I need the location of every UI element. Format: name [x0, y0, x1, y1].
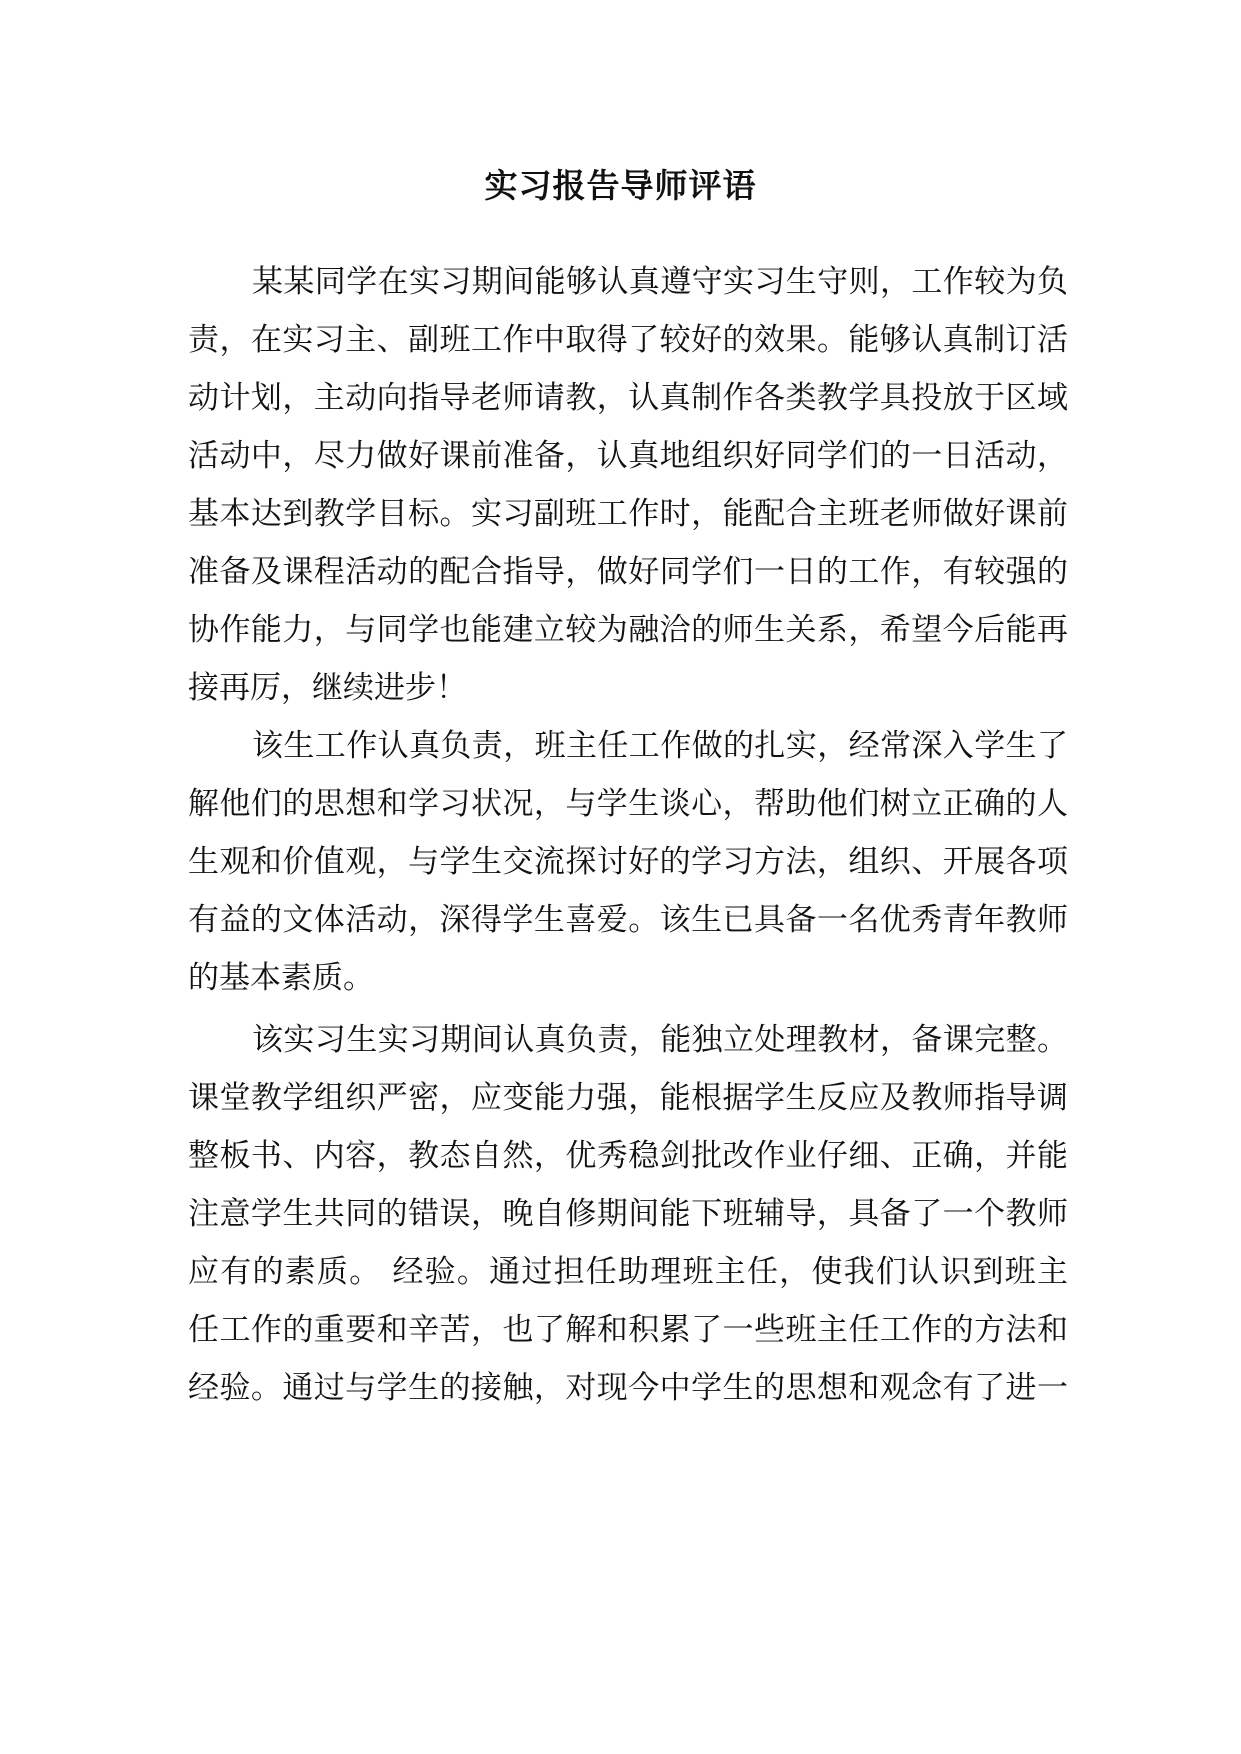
- paragraph-1-line-4: 活动中，尽力做好课前准备，认真地组织好同学们的一日活动，: [188, 438, 1068, 474]
- paragraph-3-line-3: 整板书、内容，教态自然，优秀稳剑批改作业仔细、正确，并能: [188, 1138, 1068, 1174]
- paragraph-2-line-5: 的基本素质。: [188, 960, 374, 996]
- paragraph-2-line-3: 生观和价值观，与学生交流探讨好的学习方法，组织、开展各项: [188, 844, 1068, 880]
- paragraph-1-line-1: 某某同学在实习期间能够认真遵守实习生守则，工作较为负: [252, 264, 1068, 300]
- paragraph-2-line-4: 有益的文体活动，深得学生喜爱。该生已具备一名优秀青年教师: [188, 902, 1068, 938]
- paragraph-3-line-2: 课堂教学组织严密，应变能力强，能根据学生反应及教师指导调: [188, 1080, 1068, 1116]
- paragraph-1-line-7: 协作能力，与同学也能建立较为融洽的师生关系，希望今后能再: [188, 612, 1068, 648]
- paragraph-1-line-6: 准备及课程活动的配合指导，做好同学们一日的工作，有较强的: [188, 554, 1068, 590]
- paragraph-3-line-6: 任工作的重要和辛苦，也了解和积累了一些班主任工作的方法和: [188, 1312, 1068, 1348]
- paragraph-1-line-5: 基本达到教学目标。实习副班工作时，能配合主班老师做好课前: [188, 496, 1068, 532]
- paragraph-1-line-8: 接再厉，继续进步！: [188, 670, 467, 706]
- paragraph-1-line-2: 责，在实习主、副班工作中取得了较好的效果。能够认真制订活: [188, 322, 1068, 358]
- paragraph-1-line-3: 动计划，主动向指导老师请教，认真制作各类教学具投放于区域: [188, 380, 1068, 416]
- paragraph-3-line-4: 注意学生共同的错误，晚自修期间能下班辅导，具备了一个教师: [188, 1196, 1068, 1232]
- paragraph-2-line-1: 该生工作认真负责，班主任工作做的扎实，经常深入学生了: [252, 728, 1068, 764]
- paragraph-2-line-2: 解他们的思想和学习状况，与学生谈心，帮助他们树立正确的人: [188, 786, 1068, 822]
- paragraph-3-line-7: 经验。通过与学生的接触，对现今中学生的思想和观念有了进一: [188, 1370, 1068, 1406]
- paragraph-3-line-5: 应有的素质。 经验。通过担任助理班主任，使我们认识到班主: [188, 1254, 1068, 1290]
- document-title: 实习报告导师评语: [484, 166, 757, 205]
- paragraph-3-line-1: 该实习生实习期间认真负责，能独立处理教材，备课完整。: [252, 1022, 1068, 1058]
